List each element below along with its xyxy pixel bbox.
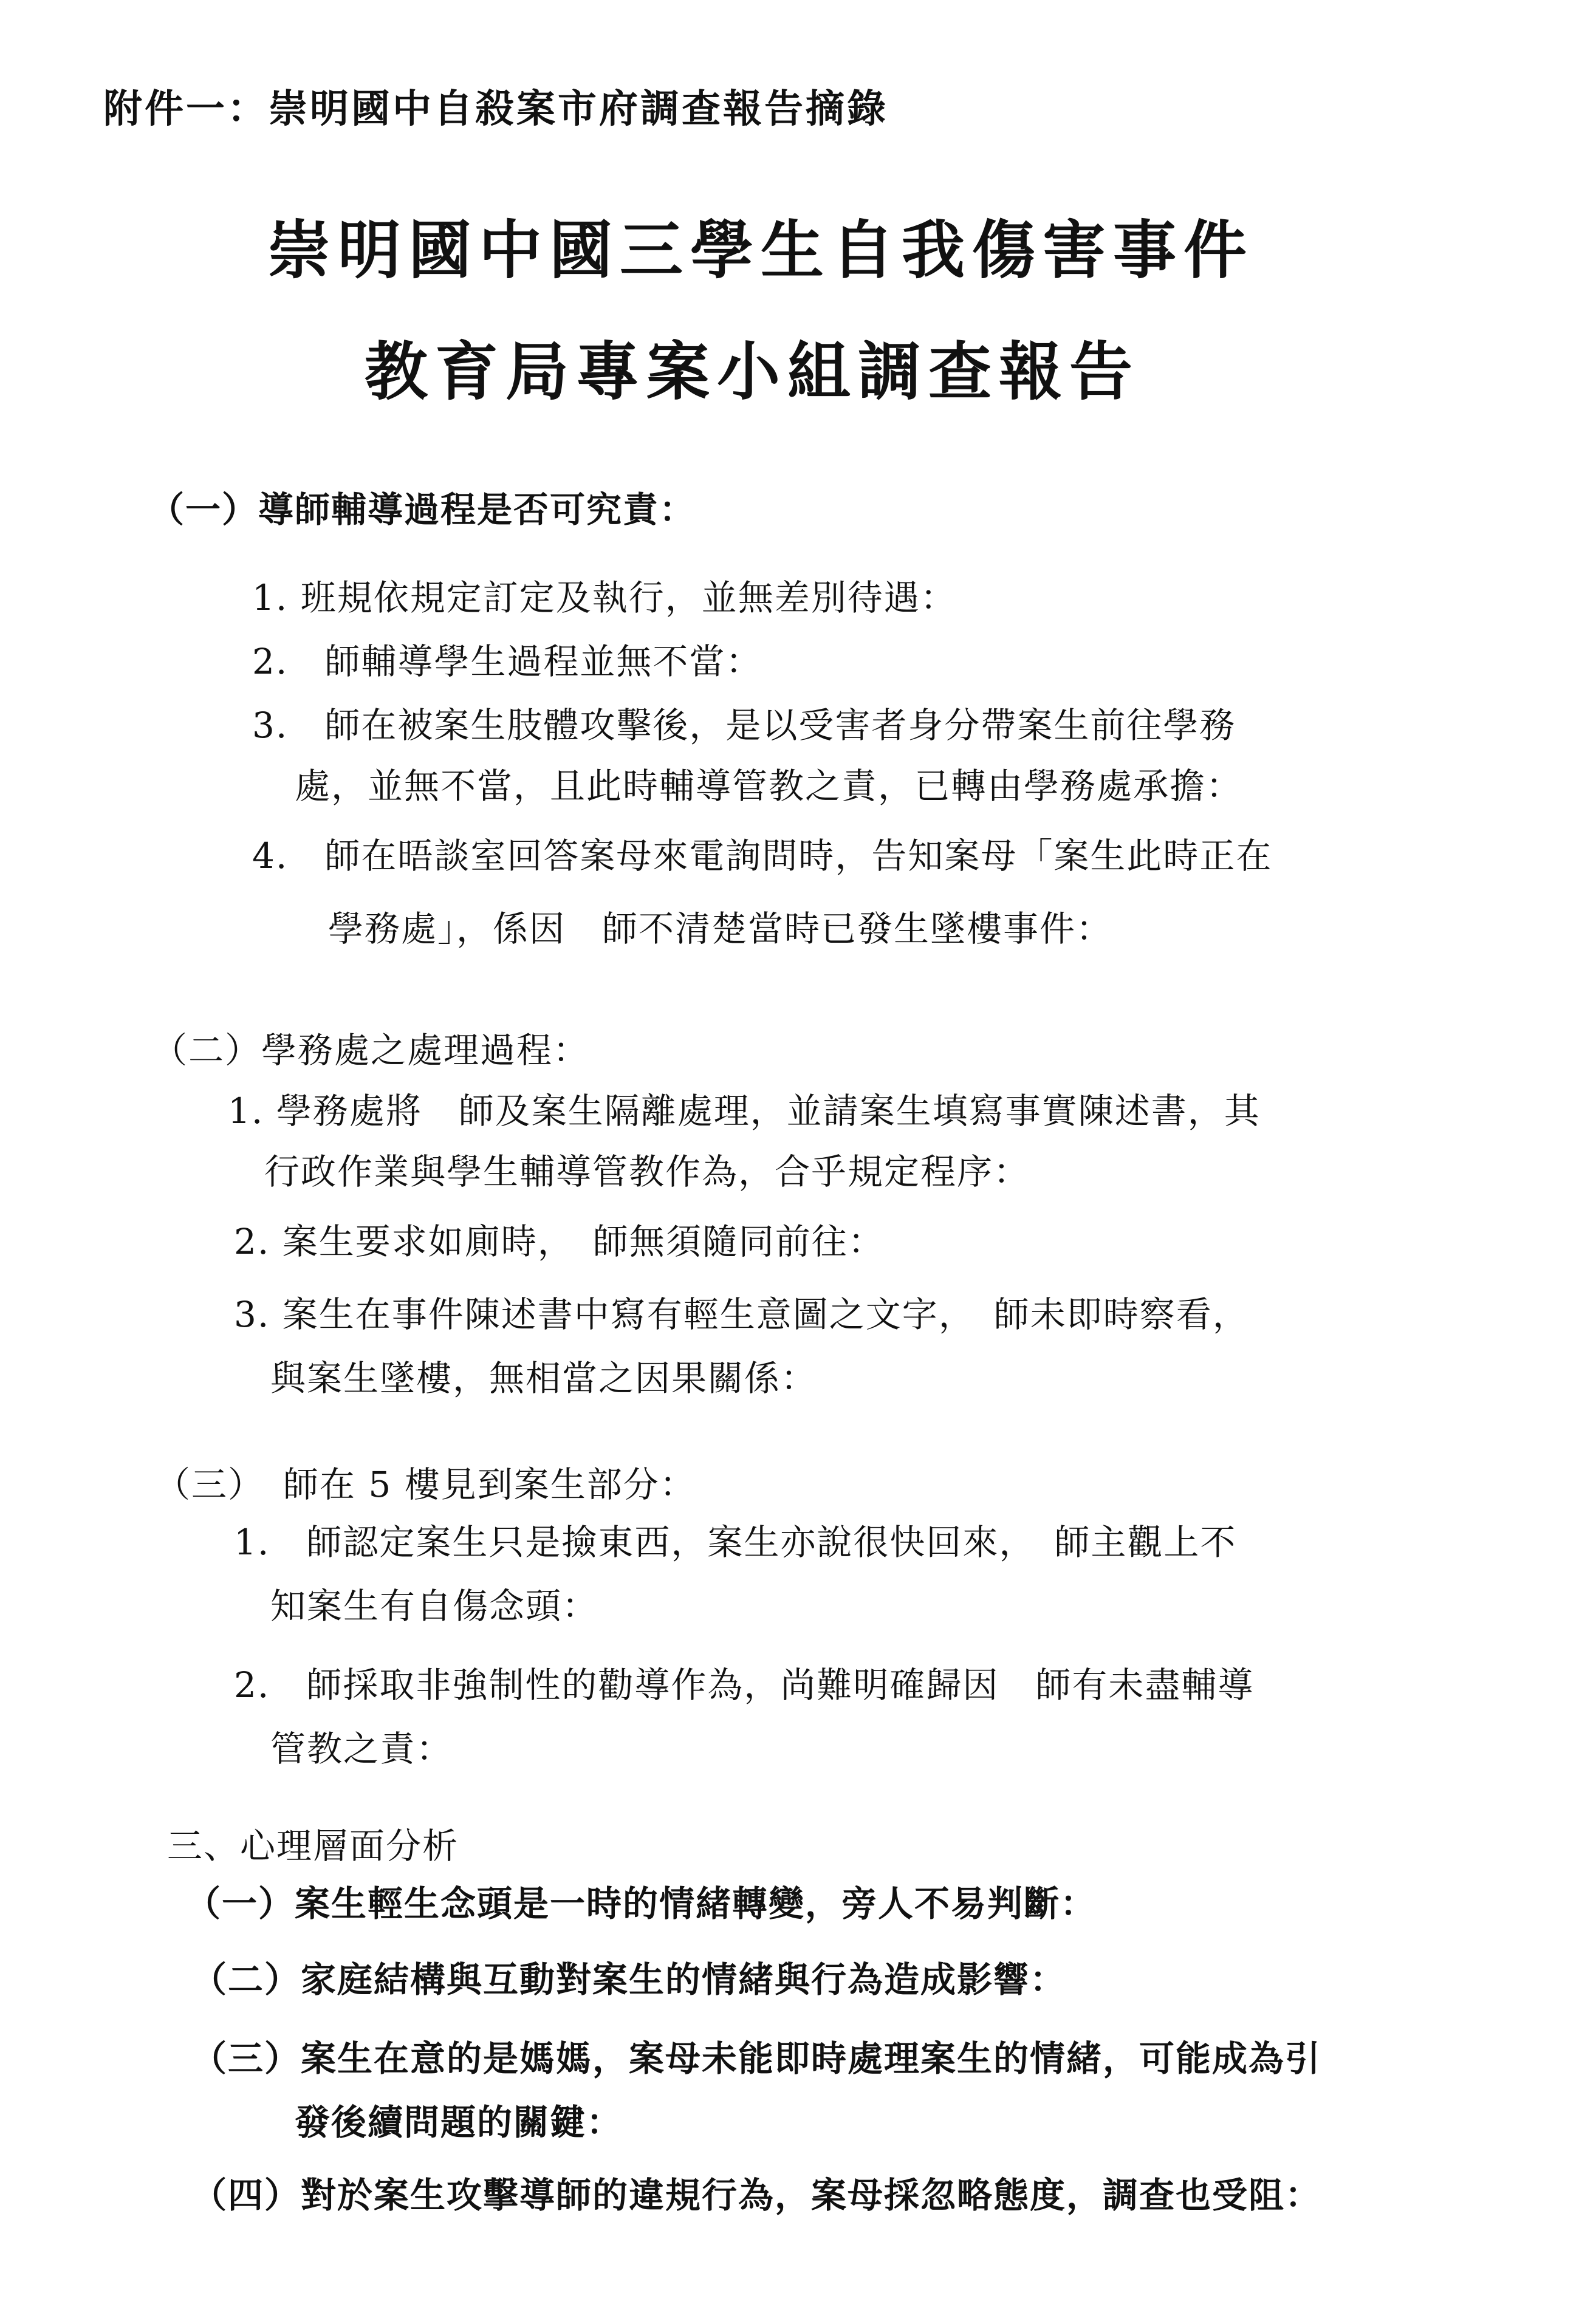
title-line-2: 教育局專案小組調查報告 [365,334,1140,409]
section-3-heading: （三） 師在 5 樓見到案生部分： [155,1464,696,1505]
section-2-item-3b: 與案生墜樓，無相當之因果關係： [270,1358,818,1399]
part-3-item-3b: 發後續問題的關鍵： [295,2102,623,2143]
section-2-item-3a: 3. 案生在事件陳述書中寫有輕生意圖之文字， 師未即時察看， [234,1294,1249,1335]
section-1-item-1: 1. 班規依規定訂定及執行，並無差別待遇： [252,577,957,618]
section-3-item-2b: 管教之責： [270,1728,453,1769]
section-2-item-2: 2. 案生要求如廁時， 師無須隨同前往： [234,1221,885,1262]
section-1-item-4a: 4. 師在晤談室回答案母來電詢問時，告知案母「案生此時正在 [252,835,1273,877]
section-2-heading: （二）學務處之處理過程： [152,1030,590,1071]
section-1-item-3b: 處，並無不當，且此時輔導管教之責，已轉由學務處承擔： [295,765,1243,807]
section-3-item-1a: 1. 師認定案生只是撿東西，案生亦說很快回來， 師主觀上不 [234,1522,1237,1563]
part-3-item-4: （四）對於案生攻擊導師的違規行為，案母採忽略態度，調查也受阻： [191,2175,1322,2216]
section-2-item-1b: 行政作業與學生輔導管教作為，合乎規定程序： [264,1151,1030,1192]
section-1-item-2: 2. 師輔導學生過程並無不當： [252,641,762,682]
part-3-item-3a: （三）案生在意的是媽媽，案母未能即時處理案生的情緒，可能成為引 [191,2038,1322,2079]
section-1-item-3a: 3. 師在被案生肢體攻擊後，是以受害者身分帶案生前往學務 [252,705,1236,746]
section-1-item-4b: 學務處」，係因 師不清楚當時已發生墜樓事件： [328,908,1113,949]
section-1-heading: （一）導師輔導過程是否可究責： [149,489,696,530]
part-3-item-1: （一）案生輕生念頭是一時的情緒轉變，旁人不易判斷： [185,1883,1097,1924]
part-3-heading: 三、心理層面分析 [167,1825,459,1867]
section-2-item-1a: 1. 學務處將 師及案生隔離處理，並請案生填寫事實陳述書，其 [228,1090,1261,1132]
document-header: 附件一：崇明國中自殺案市府調查報告摘錄 [103,86,888,132]
part-3-item-2: （二）家庭結構與互動對案生的情緒與行為造成影響： [191,1959,1067,2000]
section-3-item-2a: 2. 師採取非強制性的勸導作為，尚難明確歸因 師有未盡輔導 [234,1664,1255,1706]
section-3-item-1b: 知案生有自傷念頭： [270,1585,599,1627]
title-line-1: 崇明國中國三學生自我傷害事件 [267,213,1255,287]
